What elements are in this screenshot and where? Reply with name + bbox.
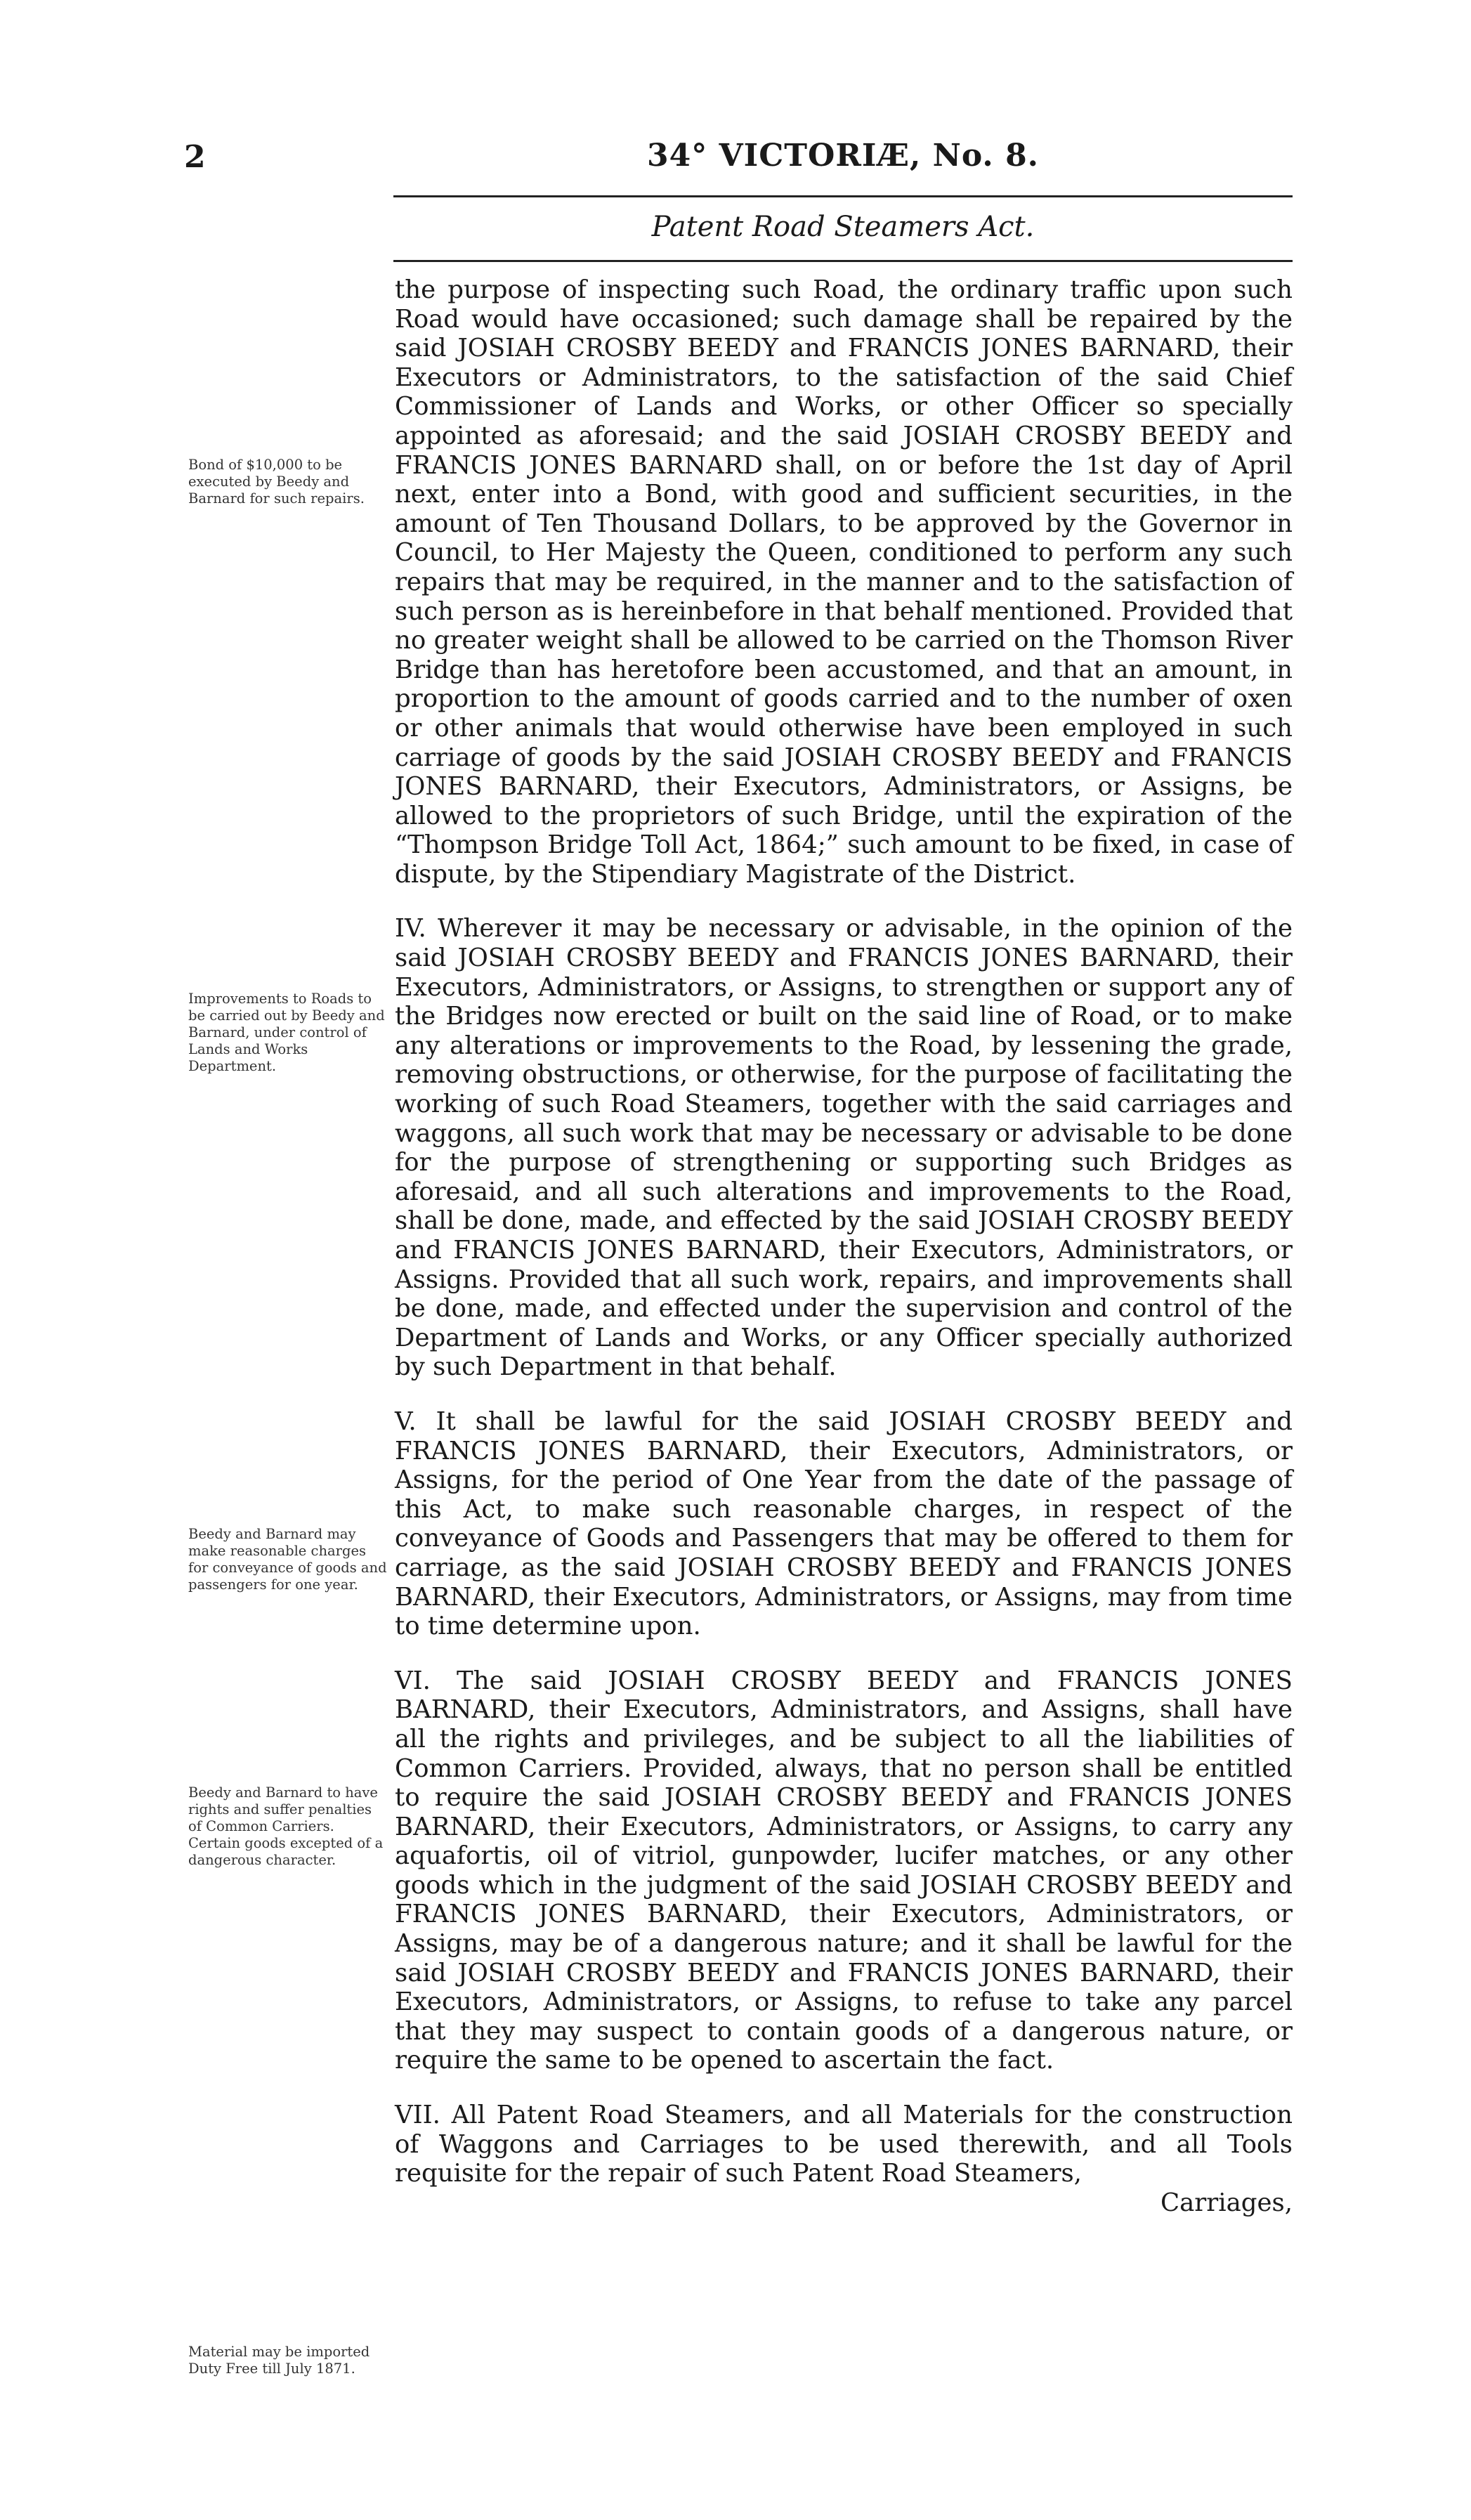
margin-note-duty-free: Material may be imported Duty Free till July 1871. [188, 2344, 370, 2377]
page-number: 2 [184, 139, 206, 175]
paragraph-continuation: the purpose of inspecting such Road, the ordinary traffic upon such Road would have occasioned; such damage shall be repaired by the said JOSIAH CROSBY BEEDY and FRANCIS JONES BARNARD, their Executors or Administrators, to the satisfaction of the said Chief Commissioner of Lands and Works, or other Officer so specially appointed as aforesaid; and the said JOSIAH CROSBY BEEDY and FRANCIS JONES BARNARD shall, on or before the 1st day of April next, enter into a Bond, with good and sufficient securities, in the amount of Ten Thousand Dollars, to be approved by the Governor in Council, to Her Majesty the Queen, conditioned to perform any such repairs that may be required, in the manner and to the satisfaction of such person as is hereinbefore in that behalf mentioned. Provided that no greater weight shall be allowed to be carried on the Thomson River Bridge than has heretofore been accustomed, and that an amount, in proportion to the amount of goods carried and to the number of oxen or other animals that would otherwise have been employed in such carriage of goods by the said JOSIAH CROSBY BEEDY and FRANCIS JONES BARNARD, their Executors, Administrators, or Assigns, be allowed to the proprietors of such Bridge, until the expiration of the “Thompson Bridge Toll Act, 1864;” such amount to be fixed, in case of dispute, by the Stipendiary Magistrate of the District. [395, 275, 1293, 889]
margin-note-improvements: Improvements to Roads to be carried out by Beedy and Barnard, under control of Lands and Works Department. [188, 991, 385, 1074]
margin-note-bond: Bond of $10,000 to be executed by Beedy and Barnard for such repairs. [188, 457, 365, 507]
section-vi: VI. The said JOSIAH CROSBY BEEDY and FRANCIS JONES BARNARD, their Executors, Administrators, and Assigns, shall have all the rights and privileges, and be subject to all the liabilities of Common Carriers. Provided, always, that no person shall be entitled to require the said JOSIAH CROSBY BEEDY and FRANCIS JONES BARNARD, their Executors, Administrators, or Assigns, to carry any aquafortis, oil of vitriol, gunpowder, lucifer matches, or any other goods which in the judgment of the said JOSIAH CROSBY BEEDY and FRANCIS JONES BARNARD, their Executors, Administrators, or Assigns, may be of a dangerous nature; and it shall be lawful for the said JOSIAH CROSBY BEEDY and FRANCIS JONES BARNARD, their Executors, Administrators, or Assigns, to refuse to take any parcel that they may suspect to contain goods of a dangerous nature, or require the same to be opened to ascertain the fact. [395, 1666, 1293, 2075]
margin-note-common-carriers: Beedy and Barnard to have rights and suffer penalties of Common Carriers. Certain goods excepted of a dangerous character. [188, 1784, 384, 1868]
running-head: 34° VICTORIÆ, No. 8. [646, 138, 1039, 174]
section-vii: VII. All Patent Road Steamers, and all Materials for the construction of Waggons and Carriages to be used therewith, and all Tools requisite for the repair of such Patent Road Steamers, [395, 2101, 1293, 2188]
margin-note-charges: Beedy and Barnard may make reasonable charges for conveyance of goods and passengers for one year. [188, 1526, 387, 1593]
act-title: Patent Road Steamers Act. [651, 211, 1035, 243]
section-iv: IV. Wherever it may be necessary or advisable, in the opinion of the said JOSIAH CROSBY BEEDY and FRANCIS JONES BARNARD, their Executors, Administrators, or Assigns, to strengthen or support any of the Bridges now erected or built on the said line of Road, or to make any alterations or improvements to the Road, by lessening the grade, removing obstructions, or otherwise, for the purpose of facilitating the working of such Road Steamers, together with the said carriages and waggons, all such work that may be necessary or advisable to be done for the purpose of strengthening or supporting such Bridges as aforesaid, and all such alterations and improvements to the Road, shall be done, made, and effected by the said JOSIAH CROSBY BEEDY and FRANCIS JONES BARNARD, their Executors, Administrators, or Assigns. Provided that all such work, repairs, and improvements shall be done, made, and effected under the supervision and control of the Department of Lands and Works, or any Officer specially authorized by such Department in that behalf. [395, 914, 1293, 1382]
header-rule-bottom [393, 260, 1293, 262]
catchword: Carriages, [1160, 2188, 1293, 2217]
section-v: V. It shall be lawful for the said JOSIAH CROSBY BEEDY and FRANCIS JONES BARNARD, their Executors, Administrators, or Assigns, for the period of One Year from the date of the passage of this Act, to make such reasonable charges, in respect of the conveyance of Goods and Passengers that may be offered to them for carriage, as the said JOSIAH CROSBY BEEDY and FRANCIS JONES BARNARD, their Executors, Administrators, or Assigns, may from time to time determine upon. [395, 1406, 1293, 1641]
body-text [395, 275, 1293, 2217]
header-rule-top [393, 195, 1293, 197]
